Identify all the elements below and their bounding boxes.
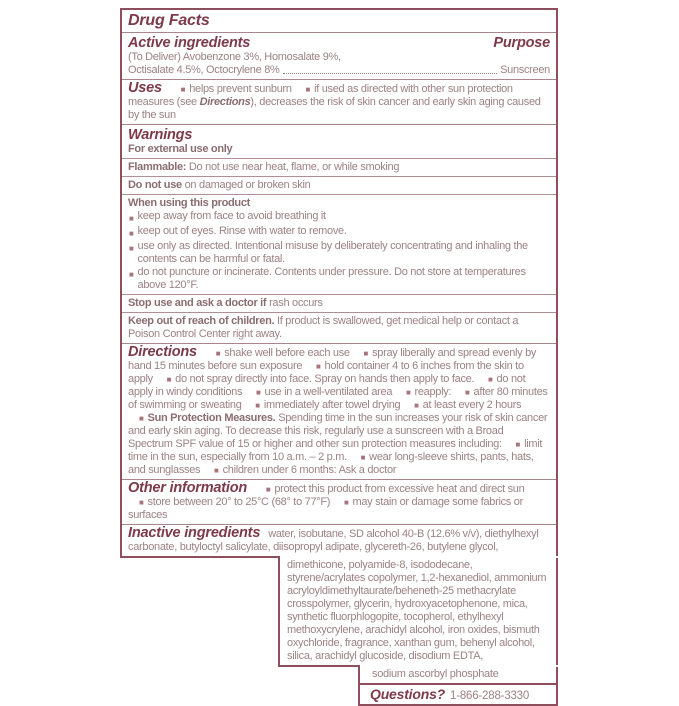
questions-box [358, 683, 558, 706]
other-information-text [128, 482, 550, 522]
bullet-icon: ■ [255, 401, 260, 410]
divider [122, 312, 556, 313]
bullet-icon: ■ [315, 362, 321, 371]
bullet-icon: ■ [405, 388, 411, 397]
bullet-icon: ■ [129, 270, 134, 279]
directions-item: wear long-sleeve shirts, pants, hats, and sunglasses [128, 451, 534, 476]
bullet-icon: ■ [129, 214, 134, 223]
flammable-label: Flammable: [128, 161, 187, 173]
warnings-heading: Warnings [128, 127, 193, 143]
keep-out-text: If product is swallowed, get medical help or contact a Poison Control Center right away. [128, 315, 519, 340]
bullet-icon: ■ [214, 466, 219, 475]
directions-item: at least every 2 hours [422, 399, 522, 411]
flammable-text: Do not use near heat, flame, or while smoking [188, 161, 400, 173]
directions-item: do not spray directly into face. Spray on hands then apply to face. [175, 373, 475, 385]
directions-item: use in a well-ventilated area [264, 386, 393, 398]
bullet-icon: ■ [515, 440, 521, 449]
bullet-icon: ■ [166, 375, 172, 384]
bullet-icon: ■ [363, 349, 369, 358]
inactive-ingredients-heading: Inactive ingredients [128, 525, 261, 541]
bullet-icon: ■ [255, 388, 261, 397]
bullet-icon: ■ [464, 388, 470, 397]
bullet-icon: ■ [488, 375, 493, 384]
inactive-ingredients-part1: water, isobutane, SD alcohol 40-B (12.6% v/v), diethylhexyl carbonate, butyloctyl salicylate, diisopropyl adipate, glycereth-26, butylene glycol, [128, 528, 539, 553]
flammable-line [128, 161, 550, 174]
drug-facts-label [120, 8, 558, 706]
section-title [122, 10, 556, 32]
inactive-ingredients-narrow-box [278, 558, 558, 665]
label-step-border [278, 665, 360, 667]
active-ingredients-line2 [128, 64, 550, 77]
bullet-icon: ■ [414, 401, 419, 410]
directions-item: do not apply in windy conditions [128, 373, 526, 398]
directions-item: shake well before each use [224, 347, 350, 359]
questions-heading: Questions? [370, 686, 446, 702]
bullet-icon: ■ [265, 485, 271, 494]
other-info-item: may stain or damage some fabrics or surfaces [128, 496, 523, 521]
inactive-ingredients-part2: dimethicone, polyamide-8, isododecane, styrene/acrylates copolymer, 1,2-hexanediol, ammonium acryloyldimethyltaurate/beheneth-25 methacrylate crosspolymer, glycerin, hydroxyacetophenone, mica, synthetic fluorphlogopite, tocopherol, ethylhexyl methoxycrylene, arachidyl alcohol, iron oxides, bismuth oxychloride, fragrance, xanthan gum, behenyl alcohol, silica, arachidyl glucoside, disodium EDTA, [287, 559, 547, 662]
directions-item: limit time in the sun, especially from 10 a.m. – 2 p.m. [128, 438, 543, 463]
sun-protection-text: Spending time in the sun increases your risk of skin cancer and early skin aging. To decrease this risk, regularly use a sunscreen with a Broad Spectrum SPF value of 15 or higher and other sun protection measures including: [128, 412, 548, 450]
warning-bullet-text: keep away from face to avoid breathing it [137, 210, 326, 222]
divider [122, 158, 556, 159]
section-uses [122, 80, 556, 124]
external-use-line: For external use only [128, 143, 233, 155]
warning-bullet [128, 266, 550, 292]
bullet-icon: ■ [215, 349, 221, 358]
stop-use-text: rash occurs [269, 297, 323, 309]
active-ingredients-heading: Active ingredients [128, 35, 251, 51]
uses-directions-ref: Directions [199, 96, 251, 108]
do-not-use-line [128, 179, 550, 192]
bullet-icon: ■ [360, 453, 366, 462]
directions-item: spray liberally and spread evenly by hand 15 minutes before sun exposure [128, 347, 537, 372]
warning-bullet [128, 210, 550, 225]
bullet-icon: ■ [129, 244, 134, 253]
other-information-heading: Other information [128, 480, 248, 496]
warning-bullet-text: do not puncture or incinerate. Contents under pressure. Do not store at temperatures above 120°F. [137, 266, 526, 291]
other-info-item: store between 20° to 25°C (68° to 77°F) [147, 496, 331, 508]
drug-facts-title: Drug Facts [128, 12, 210, 29]
purpose-heading: Purpose [493, 35, 550, 51]
questions-phone: 1-866-288-3330 [450, 690, 530, 702]
directions-item: after 80 minutes of swimming or sweating [128, 386, 548, 411]
stop-use-label: Stop use and ask a doctor if [128, 297, 267, 309]
warning-bullet-text: keep out of eyes. Rinse with water to remove. [137, 225, 347, 237]
section-inactive-ingredients [122, 525, 556, 556]
divider [122, 194, 556, 195]
when-using-heading: When using this product [128, 197, 251, 209]
active-ingredients-names: Octisalate 4.5%, Octocrylene 8% [128, 64, 280, 76]
sun-protection-label: Sun Protection Measures. [147, 412, 276, 424]
purpose-value: Sunscreen [500, 64, 550, 76]
label-step-border [120, 556, 280, 558]
warning-bullet [128, 225, 550, 240]
bullet-icon: ■ [343, 498, 349, 507]
bullet-icon: ■ [129, 229, 134, 238]
directions-heading: Directions [128, 344, 197, 360]
inactive-ingredients-text-top [128, 527, 550, 554]
do-not-use-label: Do not use [128, 179, 182, 191]
warning-bullet-text: use only as directed. Intentional misuse by deliberately concentrating and inhaling the contents can be harmful or fatal. [137, 240, 528, 265]
section-other-information [122, 480, 556, 524]
bullet-icon: ■ [180, 85, 186, 94]
other-info-item: protect this product from excessive heat and direct sun [274, 483, 525, 495]
inactive-ingredients-tail-box [358, 667, 558, 683]
uses-heading: Uses [128, 80, 162, 96]
stop-use-line [128, 297, 550, 310]
directions-item: children under 6 months: Ask a doctor [222, 464, 397, 476]
bullet-icon: ■ [305, 85, 311, 94]
active-ingredients-line1: (To Deliver) Avobenzone 3%, Homosalate 9%, [128, 51, 341, 63]
keep-out-line [128, 315, 550, 341]
directions-item: hold container 4 to 6 inches from the skin to apply [128, 360, 524, 385]
dotted-leader [283, 73, 498, 74]
warning-bullet [128, 240, 550, 266]
directions-text [128, 346, 550, 477]
directions-item: immediately after towel drying [263, 399, 401, 411]
section-warnings [122, 125, 556, 343]
label-main-box [120, 8, 558, 556]
divider [122, 294, 556, 295]
section-directions [122, 344, 556, 479]
section-active-ingredients [122, 33, 556, 79]
directions-item: reapply: [414, 386, 452, 398]
uses-item-1: helps prevent sunburn [189, 83, 292, 95]
do-not-use-text: on damaged or broken skin [184, 179, 311, 191]
uses-item-2-rest: ), decreases the risk of skin cancer and early skin aging caused by the sun [128, 96, 541, 121]
bullet-icon: ■ [139, 414, 144, 423]
bullet-icon: ■ [139, 498, 144, 507]
uses-item-2: if used as directed with other sun protection measures (see [128, 83, 513, 108]
divider [122, 176, 556, 177]
inactive-ingredients-part3: sodium ascorbyl phosphate [372, 668, 499, 680]
keep-out-label: Keep out of reach of children. [128, 315, 275, 327]
uses-text [128, 82, 550, 122]
